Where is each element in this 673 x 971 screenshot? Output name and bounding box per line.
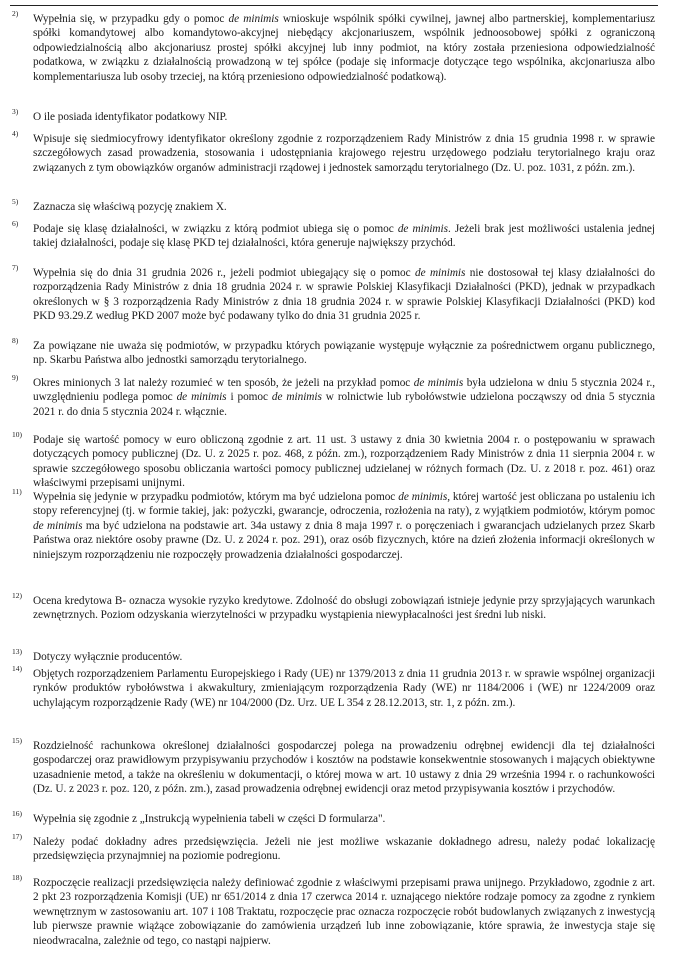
footnote-number: 3) [12,107,19,116]
footnote-text-segment: Wpisuje się siedmiocyfrowy identyfikator określony zgodnie z rozporządzeniem Rady Ministrów z dnia 15 grudnia 1998 r. w sprawie szczegółowych zasad prowadzenia, stosowania i udostępniania krajowego rejestru urzędowego podziału terytorialnego kraju oraz związanych z tym obowiązków organów administracji rządowej i jednostek samorządu terytorialnego (Dz. U. poz. 1031, z późn. zm.). [33,133,655,174]
footnote-number: 15) [12,736,22,745]
footnote-number: 14) [12,664,22,673]
footnote-text-italic: de minimis [397,223,448,235]
footnote-number: 9) [12,373,19,382]
footnote-text-segment: ma być udzielona na podstawie art. 34a ustawy z dnia 8 maja 1997 r. o poręczeniach i gwarancjach udzielanych przez Skarb Państwa oraz niektóre osoby prawne (Dz. U. z 2024 r. poz. 291), oraz osób fizycznych, które na dzień złożenia informacji określonych w niniejszym rozporządzeniu nie rozpoczęły prowadzenia działalności gospodarczej. [33,519,655,561]
footnote-text-segment: Dotyczy wyłącznie producentów. [33,651,183,663]
footnote-text [33,650,655,664]
footnote-text-segment: Wypełnia się do dnia 31 grudnia 2026 r., jeżeli podmiot ubiegający się o pomoc [33,267,415,279]
footnote-number: 5) [12,197,19,206]
footnote-text-italic: de minimis [414,267,466,279]
footnote-text-italic: de minimis [413,377,464,389]
footnote-text-segment: Okres minionych 3 lat należy rozumieć w ten sposób, że jeżeli na przykład pomoc [33,377,414,389]
footnote-number: 13) [12,647,22,656]
footnote-text [33,110,655,124]
footnote-text-segment: Wypełnia się, w przypadku gdy o pomoc [33,13,229,25]
footnote-text-italic: de minimis [271,391,322,404]
footnote-text-segment: i pomoc [226,391,272,404]
footnote-text-segment: wnioskuje wspólnik spółki cywilnej, jawnej albo partnerskiej, komplementariusz spółki komandytowej albo komandytowo-akcyjnej niebędący akcjonariuszem, wspólnik jednoosobowej spółki z ograniczoną odpowiedzialnością albo akcjonariusz prostej spółki akcyjnej lub inny podmiot, na który została przeniesiona odpowiedzialność podatkowa, w związku z działalnością prowadzoną w tej spółce (podaje się informacje dotyczące tego wspólnika, akcjonariusza albo komplementariusza lub osoby trzeciej, na którą przeniesiono odpowiedzialność podatkową). [33,13,656,83]
footnote-text [33,835,655,864]
footnote-text [33,433,655,491]
footnote-text-segment: Podaje się wartość pomocy w euro obliczoną zgodnie z art. 11 ust. 3 ustawy z dnia 30 kwietnia 2004 r. o postępowaniu w sprawach dotyczących pomocy publicznej (Dz. U. z 2025 r. poz. 468, z późn. zm.), rozporządzeniem Rady Ministrów z dnia 11 sierpnia 2004 r. w sprawie szczegółowego sposobu obliczania wartości pomocy publicznej udzielanej w różnych formach (Dz. U. z 2018 r. poz. 461) oraz właściwymi przepisami unijnymi. [33,434,655,490]
footnote-number: 4) [12,129,19,138]
footnote-text [33,376,655,419]
footnote-number: 18) [12,873,22,882]
footnote-number: 11) [12,487,22,496]
footnote-text-segment: Objętych rozporządzeniem Parlamentu Europejskiego i Rady (UE) nr 1379/2013 z dnia 11 grudnia 2013 r. w sprawie wspólnej organizacji rynków produktów rybołówstwa i akwakultury, zmieniającym rozporządzenia Rady (WE) nr 1184/2006 i (WE) nr 1224/2009 oraz uchylającym rozporządzenie Rady (WE) nr 104/2000 (Dz. Urz. UE L 354 z 28.12.2013, str. 1, z późn. zm.). [33,668,655,709]
footnote-text [33,812,655,826]
footnote-text-segment: Rozpoczęcie realizacji przedsięwzięcia należy definiować zgodnie z właściwymi przepisami prawa unijnego. Przykładowo, zgodnie z art. 2 pkt 23 rozporządzenia Komisji (UE) nr 651/2014 z dnia 17 czerwca 2014 r. uznającego niektóre rodzaje pomocy za zgodne z rynkiem wewnętrznym w zastosowaniu art. 107 i 108 Traktatu, rozpoczęcie prac oznacza rozpoczęcie robót budowlanych związanych z inwestycją lub pierwsze prawnie wiążące zobowiązanie do zamówienia urządzeń lub inne zobowiązanie, które sprawia, że inwestycja staje się nieodwracalna, zależnie od tego, co nastąpi najpierw. [33,877,655,947]
footnote-text-italic: de minimis [228,13,279,25]
footnote-text-segment: była udzielona w dniu 5 stycznia 2024 r., uwzględnieniu podlega pomoc [33,377,655,404]
footnote-text-segment: . Jeżeli brak jest możliwości ustalenia jednej takiej działalności, podaje się klasę PKD tej działalności, która generuje największy przychód. [33,223,655,250]
top-rule [10,5,658,6]
footnote-number: 17) [12,832,22,841]
footnote-number: 2) [12,9,19,18]
footnote-text-segment: nie dostosował tej klasy działalności do rozporządzenia Rady Ministrów z dnia 18 grudnia 2024 r. w sprawie Polskiej Klasyfikacji Działalności (PKD), jednak w przypadkach określonych w § 3 rozporządzenia Rady Ministrów z dnia 18 grudnia 2024 r. w sprawie Polskiej Klasyfikacji Działalności (PKD) kod PKD 93.29.Z według PKD 2007 może być podawany tylko do dnia 31 grudnia 2025 r. [33,267,656,323]
footnote-text-segment: Zaznacza się właściwą pozycję znakiem X. [33,201,227,213]
footnote-text [33,222,655,251]
footnote-text [33,876,655,948]
footnote-text-segment: Wypełnia się jedynie w przypadku podmiotów, którym ma być udzielona pomoc [33,491,399,503]
footnote-text [33,339,655,368]
footnote-text [33,667,655,710]
footnote-text-italic: de minimis [33,519,83,532]
footnote-text-segment: Ocena kredytowa B- oznacza wysokie ryzyko kredytowe. Zdolność do obsługi zobowiązań istnieje jedynie przy sprzyjających warunkach zewnętrznych. Poziom odzyskania wierzytelności w przypadku wystąpienia niewypłacalności jest średni lub niski. [33,595,655,622]
footnote-number: 16) [12,809,22,818]
footnote-text-segment: Za powiązane nie uważa się podmiotów, w przypadku których powiązanie występuje wyłącznie za pośrednictwem organu publicznego, np. Skarbu Państwa albo jednostki samorządu terytorialnego. [33,340,655,367]
footnote-text [33,266,655,324]
footnote-text [33,594,655,623]
footnote-number: 10) [12,430,22,439]
footnote-text [33,490,655,562]
footnote-number: 12) [12,591,22,600]
footnote-text [33,12,655,84]
footnote-text-segment: w rolnictwie lub rybołówstwie udzielona począwszy od dnia 5 stycznia 2021 r. do dnia 5 stycznia 2024 r. włącznie. [33,391,656,418]
footnote-text-segment: Wypełnia się zgodnie z „Instrukcją wypełnienia tabeli w części D formularza". [33,813,386,825]
footnote-text-segment: , której wartość jest obliczana po ustaleniu ich stopy referencyjnej (tj. w formie takiej, jak: pożyczki, gwarancje, odroczenia, rozłożenia na raty), z wyjątkiem podmiotów, którym pomoc [33,491,656,518]
footnote-text [33,132,655,175]
footnote-text-italic: de minimis [176,391,227,404]
footnote-number: 7) [12,263,19,272]
footnote-text-italic: de minimis [398,491,448,503]
footnote-number: 6) [12,219,19,228]
footnote-text-segment: Należy podać dokładny adres przedsięwzięcia. Jeżeli nie jest możliwe wskazanie dokładnego adresu, należy podać lokalizację przedsięwzięcia przynajmniej na poziomie podregionu. [33,836,655,863]
footnote-text-segment: O ile posiada identyfikator podatkowy NIP. [33,111,228,123]
footnote-text-segment: Podaje się klasę działalności, w związku z którą podmiot ubiega się o pomoc [33,223,398,235]
footnote-number: 8) [12,336,19,345]
footnote-text-segment: Rozdzielność rachunkowa określonej działalności gospodarczej polega na prowadzeniu odrębnej ewidencji dla tej działalności gospodarczej oraz prawidłowym przypisywaniu przychodów i kosztów na podstawie konsekwentnie stosowanych i mających obiektywne uzasadnienie metod, a także na określeniu w dokumentacji, o której mowa w art. 10 ustawy z dnia 29 września 1994 r. o rachunkowości (Dz. U. z 2023 r. poz. 120, z późn. zm.), zasad prowadzenia odrębnej ewidencji oraz metod przypisywania kosztów i przychodów. [33,740,655,796]
footnote-text [33,739,655,797]
footnote-text [33,200,655,214]
